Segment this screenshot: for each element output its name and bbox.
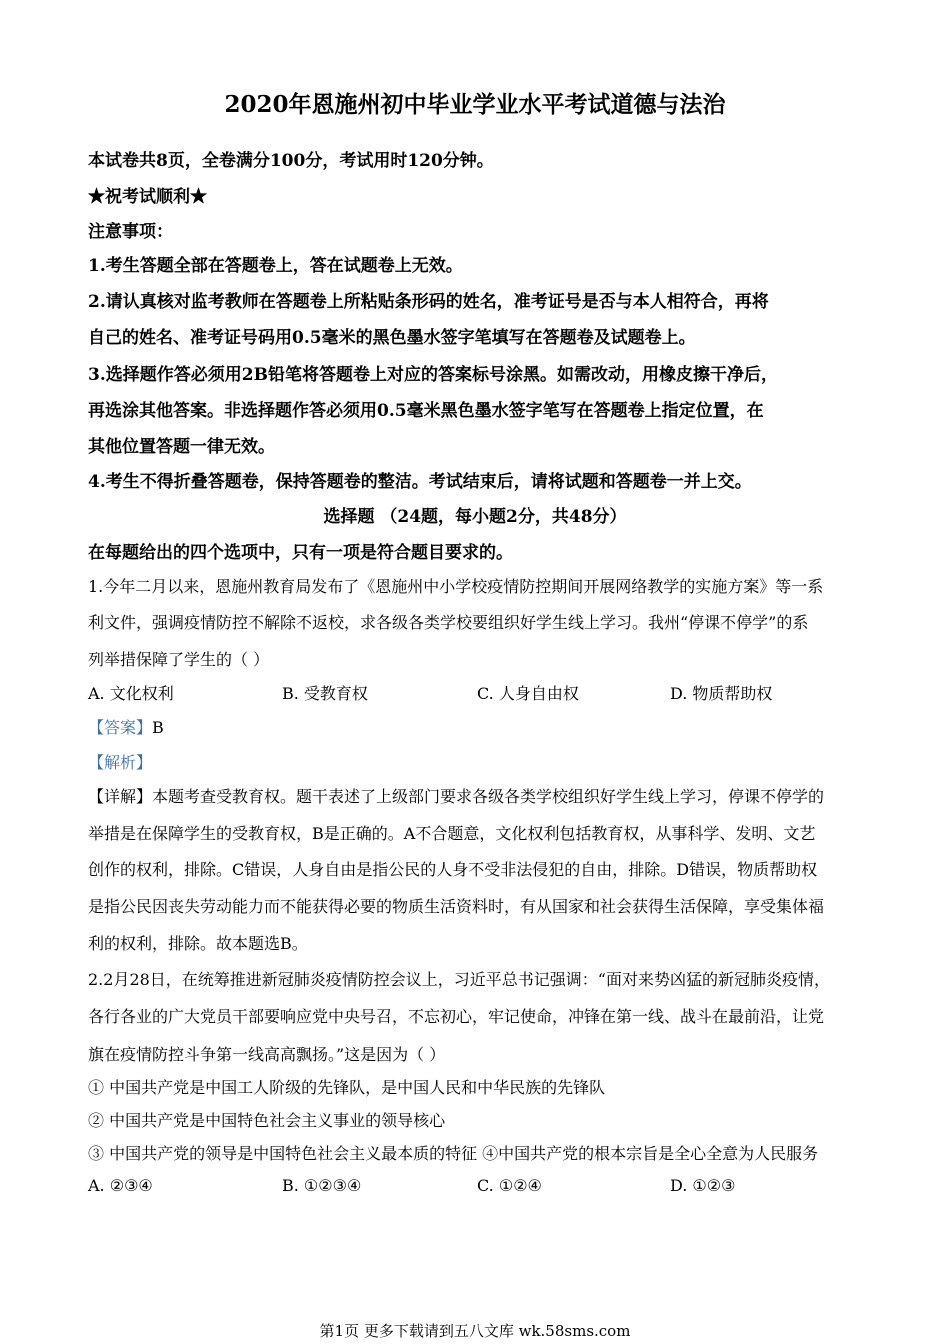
question-1-answer: [88, 715, 164, 738]
question-1-detail-line: 【详解】本题考查受教育权。题干表述了上级部门要求各级各类学校组织好学生线上学习，停课不停学的: [88, 787, 825, 806]
question-2-line: 旗在疫情防控斗争第一线高高飘扬。”这是因为（ ）: [88, 1045, 446, 1064]
exam-intro: 本试卷共8页，全卷满分100分，考试用时120分钟。: [88, 151, 494, 171]
notice-line: 1.考生答题全部在答题卷上，答在试题卷上无效。: [88, 256, 463, 276]
analysis-label: 【解析】: [88, 753, 153, 772]
question-2-line: 2.2月28日，在统筹推进新冠肺炎疫情防控会议上，习近平总书记强调：“面对来势凶猛的新冠肺炎疫情，: [88, 970, 830, 989]
exam-wish: ★祝考试顺利★: [88, 187, 207, 207]
notice-label: 注意事项：: [88, 222, 173, 242]
question-2-statement: ③ 中国共产党的领导是中国特色社会主义最本质的特征 ④中国共产党的根本宗旨是全心全意为人民服务: [88, 1144, 819, 1163]
question-2-option-c: C. ①②④: [477, 1176, 542, 1195]
page-footer: 第1页 更多下载请到五八文库 wk.58sms.com: [319, 1322, 631, 1340]
notice-line: 3.选择题作答必须用2B铅笔将答题卷上对应的答案标号涂黑。如需改动，用橡皮擦干净后，: [88, 365, 778, 385]
question-1-option-a: A. 文化权利: [88, 684, 174, 703]
question-1-line: 利文件，强调疫情防控不解除不返校，求各级各类学校要组织好学生线上学习。我州“停课不停学”的系: [88, 613, 809, 632]
notice-line: 再选涂其他答案。非选择题作答必须用0.5毫米黑色墨水签字笔写在答题卷上指定位置，在: [88, 401, 764, 421]
question-1-option-d: D. 物质帮助权: [670, 684, 773, 703]
question-2-statement: ② 中国共产党是中国特色社会主义事业的领导核心: [88, 1111, 446, 1130]
question-2-option-b: B. ①②③④: [282, 1176, 362, 1195]
notice-line: 2.请认真核对监考教师在答题卷上所粘贴条形码的姓名，准考证号是否与本人相符合，再将: [88, 292, 769, 312]
answer-value: B: [152, 718, 164, 737]
question-2-option-a: A. ②③④: [88, 1176, 153, 1195]
question-2-statement: ① 中国共产党是中国工人阶级的先锋队，是中国人民和中华民族的先锋队: [88, 1078, 606, 1097]
question-1-detail-line: 利的权利，排除。故本题选B。: [88, 934, 308, 953]
question-1-option-c: C. 人身自由权: [477, 684, 579, 703]
question-1-detail-line: 举措是在保障学生的受教育权，B是正确的。A不合题意，文化权利包括教育权，从事科学、发明、文艺: [88, 824, 816, 843]
section-heading: 选择题 （24题，每小题2分，共48分）: [323, 507, 627, 527]
question-1-option-b: B. 受教育权: [282, 684, 368, 703]
question-2-line: 各行各业的广大党员干部要响应党中央号召，不忘初心，牢记使命，冲锋在第一线、战斗在最前沿，让党: [88, 1007, 825, 1026]
question-1-line: 1.今年二月以来，恩施州教育局发布了《恩施州中小学校疫情防控期间开展网络教学的实施方案》等一系: [88, 577, 824, 596]
question-1-line: 列举措保障了学生的（ ）: [88, 650, 270, 669]
notice-line: 4.考生不得折叠答题卷，保持答题卷的整洁。考试结束后，请将试题和答题卷一并上交。: [88, 472, 752, 492]
notice-line: 自己的姓名、准考证号码用0.5毫米的黑色墨水签字笔填写在答题卷及试题卷上。: [88, 328, 696, 348]
section-instruction: 在每题给出的四个选项中，只有一项是符合题目要求的。: [88, 543, 513, 563]
question-2-option-d: D. ①②③: [670, 1176, 736, 1195]
question-1-detail-line: 是指公民因丧失劳动能力而不能获得必要的物质生活资料时，有从国家和社会获得生活保障，享受集体福: [88, 897, 825, 916]
question-1-detail-line: 创作的权利，排除。C错误，人身自由是指公民的人身不受非法侵犯的自由，排除。D错误，物质帮助权: [88, 860, 818, 879]
notice-line: 其他位置答题一律无效。: [88, 437, 275, 457]
page-title: 2020年恩施州初中毕业学业水平考试道德与法治: [224, 91, 726, 118]
answer-label: 【答案】: [88, 718, 153, 737]
